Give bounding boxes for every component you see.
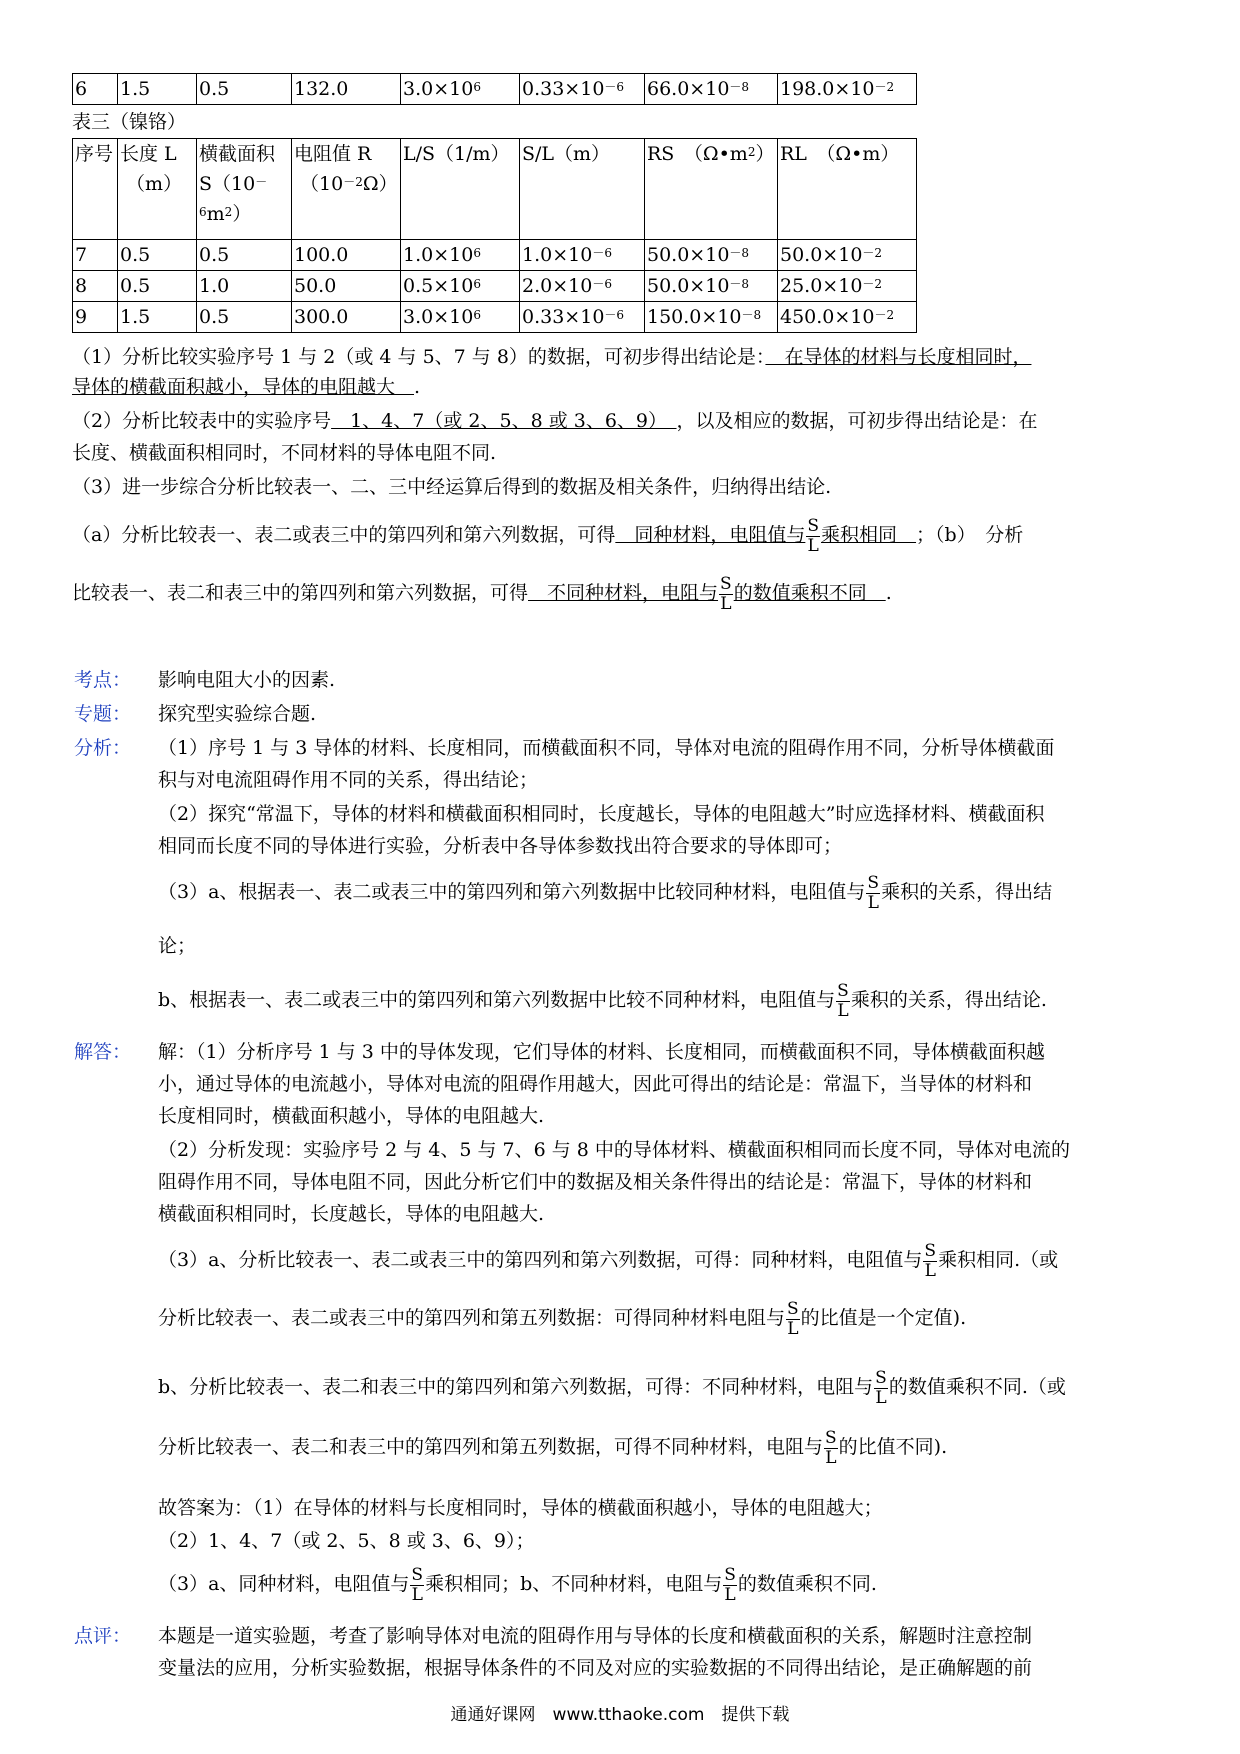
dianping-line: 本题是一道实验题，考查了影响导体对电流的阻碍作用与导体的长度和横截面积的关系，解题时注意控制	[158, 1625, 1033, 1647]
table-cell: $198.0\times 10^{-2}$	[778, 74, 917, 105]
answer-blank: 不同种材料，电阻与 $\frac{S}{L}$ 的数值乘积不同	[528, 573, 886, 614]
header-cell: RS $(\Omega•m^2)$	[645, 139, 778, 240]
question-3b: 比较表一、表二和表三中的第四列和第六列数据，可得 不同种材料，电阻与 $\frac{S}{L}$ 的数值乘积不同 .	[72, 573, 892, 614]
fraction-s-over-l: $\frac{S}{L}$	[724, 1564, 736, 1605]
jieda-line: 分析比较表一、表二和表三中的第四列和第五列数据，可得不同种材料，电阻与 $\frac{S}{L}$ 的比值不同).	[158, 1427, 948, 1468]
jieda-label: 解答：	[74, 1041, 132, 1063]
jieda-line: （3）a、分析比较表一、表二或表三中的第四列和第六列数据，可得：同种材料，电阻值与 $\frac{S}{L}$ 乘积相同.（或	[158, 1240, 1059, 1281]
header-cell: 序号	[73, 139, 118, 240]
table-cell: $3.0\times 10^6$	[401, 302, 520, 333]
jieda-line: 阻碍作用不同，导体电阻不同，因此分析它们中的数据及相关条件得出的结论是：常温下，导体的材料和	[158, 1171, 1033, 1193]
dianping-label: 点评：	[74, 1625, 132, 1647]
jieda-line: 故答案为：（1）在导体的材料与长度相同时，导体的横截面积越小，导体的电阻越大；	[158, 1497, 883, 1519]
table-cell: $25.0\times 10^{-2}$	[778, 271, 917, 302]
table-header-row	[73, 139, 917, 240]
jieda-line: 横截面积相同时，长度越长，导体的电阻越大.	[158, 1203, 545, 1225]
fraction-s-over-l: $\frac{S}{L}$	[867, 872, 880, 913]
fraction-s-over-l: $\frac{S}{L}$	[787, 1298, 799, 1339]
answer-blank: 同种材料，电阻值与 $\frac{S}{L}$ 乘积相同	[615, 515, 917, 556]
dianping-line: 变量法的应用，分析实验数据，根据导体条件的不同及对应的实验数据的不同得出结论，是正确解题的前	[158, 1657, 1033, 1679]
question-1-cont: 导体的横截面积越小，导体的电阻越大 .	[72, 376, 421, 398]
table-cell: $50.0\times 10^{-8}$	[645, 240, 778, 271]
header-cell: 横截面积 S（10－ $^6m^2$）	[197, 139, 292, 240]
question-3: （3）进一步综合分析比较表一、二、三中经运算后得到的数据及相关条件，归纳得出结论.	[72, 476, 832, 498]
table2-last-row	[72, 73, 917, 105]
table-cell: 6	[73, 74, 118, 105]
kaodian-label: 考点：	[74, 669, 132, 691]
jieda-line: 解：（1）分析序号 1 与 3 中的导体发现，它们导体的材料、长度相同，而横截面积不同，导体横截面积越	[158, 1041, 1045, 1063]
fraction-s-over-l: $\frac{S}{L}$	[807, 515, 820, 556]
jieda-line: 小，通过导体的电流越小，导体对电流的阻碍作用越大，因此可得出的结论是：常温下，当导体的材料和	[158, 1073, 1033, 1095]
table-cell: $1.0\times 10^6$	[401, 240, 520, 271]
table-cell: 50.0	[292, 271, 401, 302]
jieda-line: 分析比较表一、表二或表三中的第四列和第五列数据：可得同种材料电阻与 $\frac{S}{L}$ 的比值是一个定值).	[158, 1298, 967, 1339]
table-cell: 9	[73, 302, 118, 333]
fraction-s-over-l: $\frac{S}{L}$	[411, 1564, 424, 1605]
table-cell: 0.5	[197, 74, 292, 105]
fenxi-line: （1）序号 1 与 3 导体的材料、长度相同，而横截面积不同，导体对电流的阻碍作用不同，分析导体横截面	[158, 737, 1055, 759]
table-cell: $3.0\times 10^6$	[401, 74, 520, 105]
table-cell: $150.0\times 10^{-8}$	[645, 302, 778, 333]
table-row	[73, 302, 917, 333]
fenxi-line: （2）探究“常温下，导体的材料和横截面积相同时，长度越长，导体的电阻越大”时应选择材料、横截面积	[158, 803, 1045, 825]
question-2-cont: 长度、横截面积相同时，不同材料的导体电阻不同.	[72, 442, 497, 464]
question-1: （1）分析比较实验序号 1 与 2（或 4 与 5、7 与 8）的数据，可初步得出结论是： 在导体的材料与长度相同时，	[72, 346, 1032, 368]
table3-title: 表三（镍铬）	[72, 111, 187, 133]
header-cell: L/S（1/m）	[401, 139, 520, 240]
jieda-line: （2）1、4、7（或 2、5、8 或 3、6、9）；	[158, 1530, 535, 1552]
fenxi-line: （3）a、根据表一、表二或表三中的第四列和第六列数据中比较同种材料，电阻值与 $\frac{S}{L}$ 乘积的关系，得出结	[158, 872, 1053, 913]
table-row	[73, 74, 917, 105]
fraction-s-over-l: $\frac{S}{L}$	[837, 980, 849, 1021]
answer-blank: 1、4、7（或 2、5、8 或 3、6、9）	[331, 410, 677, 432]
header-cell: S/L（m）	[520, 139, 645, 240]
jieda-line: （3）a、同种材料，电阻值与 $\frac{S}{L}$ 乘积相同；b、不同种材料，电阻与 $\frac{S}{L}$ 的数值乘积不同.	[158, 1564, 877, 1605]
table-row	[73, 240, 917, 271]
table-cell: $0.5\times 10^6$	[401, 271, 520, 302]
answer-blank: 导体的横截面积越小，导体的电阻越大	[72, 376, 415, 398]
fraction-s-over-l: $\frac{S}{L}$	[720, 573, 732, 614]
header-cell: RL （Ω•m）	[778, 139, 917, 240]
kaodian-text: 影响电阻大小的因素.	[158, 669, 336, 691]
table-cell: 8	[73, 271, 118, 302]
zhuanti-label: 专题：	[74, 703, 132, 725]
table-cell: 132.0	[292, 74, 401, 105]
table-cell: $450.0\times 10^{-2}$	[778, 302, 917, 333]
fraction-s-over-l: $\frac{S}{L}$	[875, 1367, 887, 1408]
table-cell: $66.0\times 10^{-8}$	[645, 74, 778, 105]
header-cell: 电阻值 R $(10^{-2}\Omega)$	[292, 139, 401, 240]
jieda-line: （2）分析发现：实验序号 2 与 4、5 与 7、6 与 8 中的导体材料、横截面积相同而长度不同，导体对电流的	[158, 1139, 1070, 1161]
table-cell: 0.5	[118, 271, 197, 302]
page-footer: 通通好课网 www.tthaoke.com 提供下载	[450, 1705, 790, 1725]
table-cell: $1.0\times 10^{-6}$	[520, 240, 645, 271]
fenxi-line: b、根据表一、表二或表三中的第四列和第六列数据中比较不同种材料，电阻值与 $\frac{S}{L}$ 乘积的关系，得出结论.	[158, 980, 1047, 1021]
question-2: （2）分析比较表中的实验序号 1、4、7（或 2、5、8 或 3、6、9） ，以及相应的数据，可初步得出结论是：在	[72, 410, 1038, 432]
table-cell: 1.5	[118, 74, 197, 105]
table-cell: 1.5	[118, 302, 197, 333]
fenxi-label: 分析：	[74, 737, 132, 759]
table-cell: 0.5	[197, 302, 292, 333]
table-cell: 1.0	[197, 271, 292, 302]
header-cell: 长度 L （m）	[118, 139, 197, 240]
table-cell: $50.0\times 10^{-2}$	[778, 240, 917, 271]
table-cell: $0.33\times 10^{-6}$	[520, 302, 645, 333]
fenxi-line: 论；	[158, 935, 197, 957]
table3	[72, 138, 917, 333]
jieda-line: 长度相同时，横截面积越小，导体的电阻越大.	[158, 1105, 545, 1127]
table-cell: 300.0	[292, 302, 401, 333]
fenxi-line: 积与对电流阻碍作用不同的关系，得出结论；	[158, 769, 539, 791]
table-cell: 7	[73, 240, 118, 271]
jieda-line: b、分析比较表一、表二和表三中的第四列和第六列数据，可得：不同种材料，电阻与 $\frac{S}{L}$ 的数值乘积不同.（或	[158, 1367, 1066, 1408]
fenxi-line: 相同而长度不同的导体进行实验，分析表中各导体参数找出符合要求的导体即可；	[158, 835, 843, 857]
table-cell: 100.0	[292, 240, 401, 271]
answer-blank: 在导体的材料与长度相同时，	[765, 346, 1032, 368]
question-3a: （a）分析比较表一、表二或表三中的第四列和第六列数据，可得 同种材料，电阻值与 $\frac{S}{L}$ 乘积相同 ；（b） 分析	[72, 515, 1024, 556]
fraction-s-over-l: $\frac{S}{L}$	[924, 1240, 937, 1281]
zhuanti-text: 探究型实验综合题.	[158, 703, 317, 725]
table-cell: $0.33\times 10^{-6}$	[520, 74, 645, 105]
fraction-s-over-l: $\frac{S}{L}$	[825, 1427, 837, 1468]
table-cell: $50.0\times 10^{-8}$	[645, 271, 778, 302]
table-cell: 0.5	[118, 240, 197, 271]
table-cell: 0.5	[197, 240, 292, 271]
table-row	[73, 271, 917, 302]
table-cell: $2.0\times 10^{-6}$	[520, 271, 645, 302]
